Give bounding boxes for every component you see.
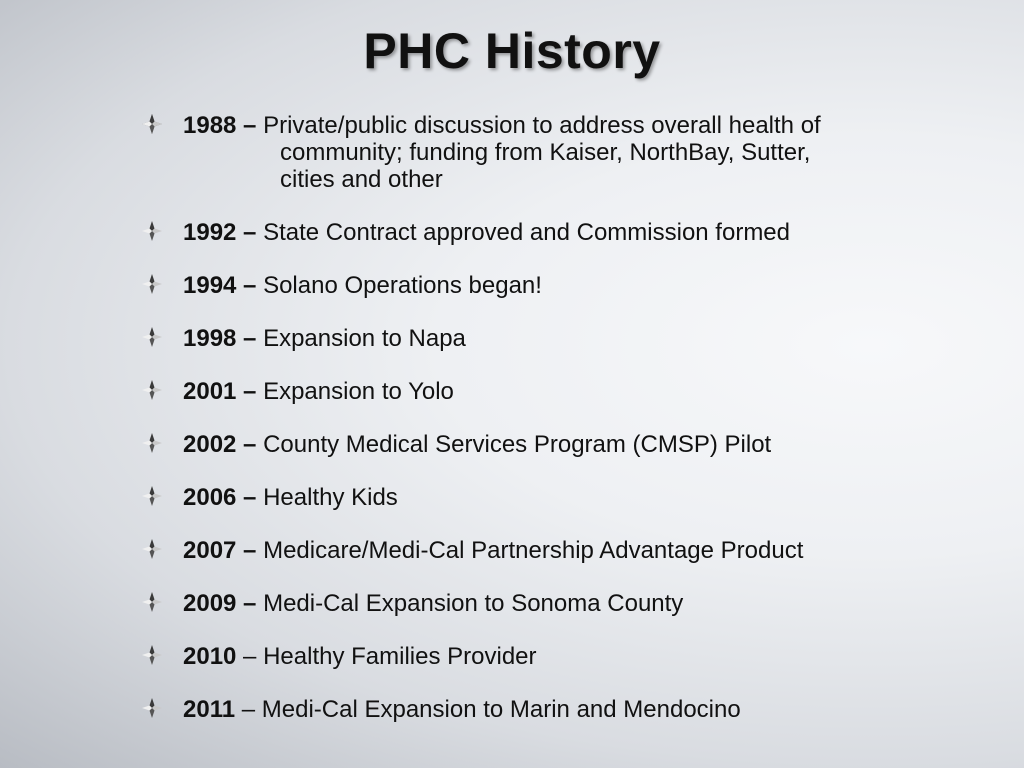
bullet-year: 1992 — [183, 219, 237, 246]
slide-title: PHC History — [363, 23, 661, 79]
bullet-continuation-line: community; funding from Kaiser, NorthBay, Sutter, — [280, 139, 811, 166]
bullet-year: 2006 — [183, 484, 237, 511]
bullet-dash: – — [236, 378, 264, 405]
history-bullet-list — [140, 112, 900, 749]
history-bullet-item — [140, 112, 900, 193]
bullet-text: Medi-Cal Expansion to Sonoma County — [263, 590, 684, 617]
bullet-text: County Medical Services Program (CMSP) Pilot — [263, 431, 772, 458]
bullet-dash: – — [236, 219, 264, 246]
bullet-year: 1998 — [183, 325, 237, 352]
history-bullet-item — [140, 431, 900, 458]
four-point-star-bullet-icon — [142, 221, 162, 241]
four-point-star-bullet-icon — [142, 380, 162, 400]
bullet-year: 1988 — [183, 112, 237, 139]
bullet-dash: – — [236, 325, 264, 352]
bullet-text: State Contract approved and Commission formed — [263, 219, 790, 246]
bullet-first-line — [183, 112, 900, 139]
bullet-dash: – — [236, 112, 264, 139]
bullet-text: Solano Operations began! — [263, 272, 542, 299]
bullet-text: Private/public discussion to address overall health of — [263, 112, 821, 139]
history-bullet-item — [140, 484, 900, 511]
bullet-year: 2007 — [183, 537, 237, 564]
bullet-year: 2001 — [183, 378, 237, 405]
bullet-text: Medi-Cal Expansion to Marin and Mendocino — [261, 696, 741, 723]
bullet-text: Expansion to Yolo — [263, 378, 454, 405]
bullet-year: 1994 — [183, 272, 237, 299]
history-bullet-item — [140, 537, 900, 564]
bullet-year: 2010 — [183, 643, 237, 670]
four-point-star-bullet-icon — [142, 539, 162, 559]
history-bullet-item — [140, 590, 900, 617]
bullet-year: 2009 — [183, 590, 237, 617]
history-bullet-item — [140, 643, 900, 670]
bullet-dash: – — [236, 272, 264, 299]
four-point-star-bullet-icon — [142, 592, 162, 612]
history-bullet-item — [140, 378, 900, 405]
bullet-text: Expansion to Napa — [263, 325, 466, 352]
history-bullet-item — [140, 272, 900, 299]
bullet-year: 2011 — [183, 696, 236, 723]
bullet-dash: – — [236, 484, 264, 511]
bullet-text: Healthy Families Provider — [263, 643, 537, 670]
bullet-dash: – — [236, 590, 264, 617]
bullet-text: Medicare/Medi-Cal Partnership Advantage Product — [263, 537, 804, 564]
bullet-dash: – — [236, 431, 264, 458]
bullet-dash: – — [235, 696, 262, 723]
four-point-star-bullet-icon — [142, 433, 162, 453]
four-point-star-bullet-icon — [142, 327, 162, 347]
bullet-dash: – — [236, 537, 264, 564]
bullet-continuation-line: cities and other — [280, 166, 443, 193]
four-point-star-bullet-icon — [142, 645, 162, 665]
bullet-dash: – — [236, 643, 264, 670]
bullet-year: 2002 — [183, 431, 237, 458]
history-bullet-item — [140, 696, 900, 723]
four-point-star-bullet-icon — [142, 698, 162, 718]
four-point-star-bullet-icon — [142, 274, 162, 294]
bullet-text: Healthy Kids — [263, 484, 398, 511]
history-bullet-item — [140, 219, 900, 246]
four-point-star-bullet-icon — [142, 114, 162, 134]
four-point-star-bullet-icon — [142, 486, 162, 506]
history-bullet-item — [140, 325, 900, 352]
